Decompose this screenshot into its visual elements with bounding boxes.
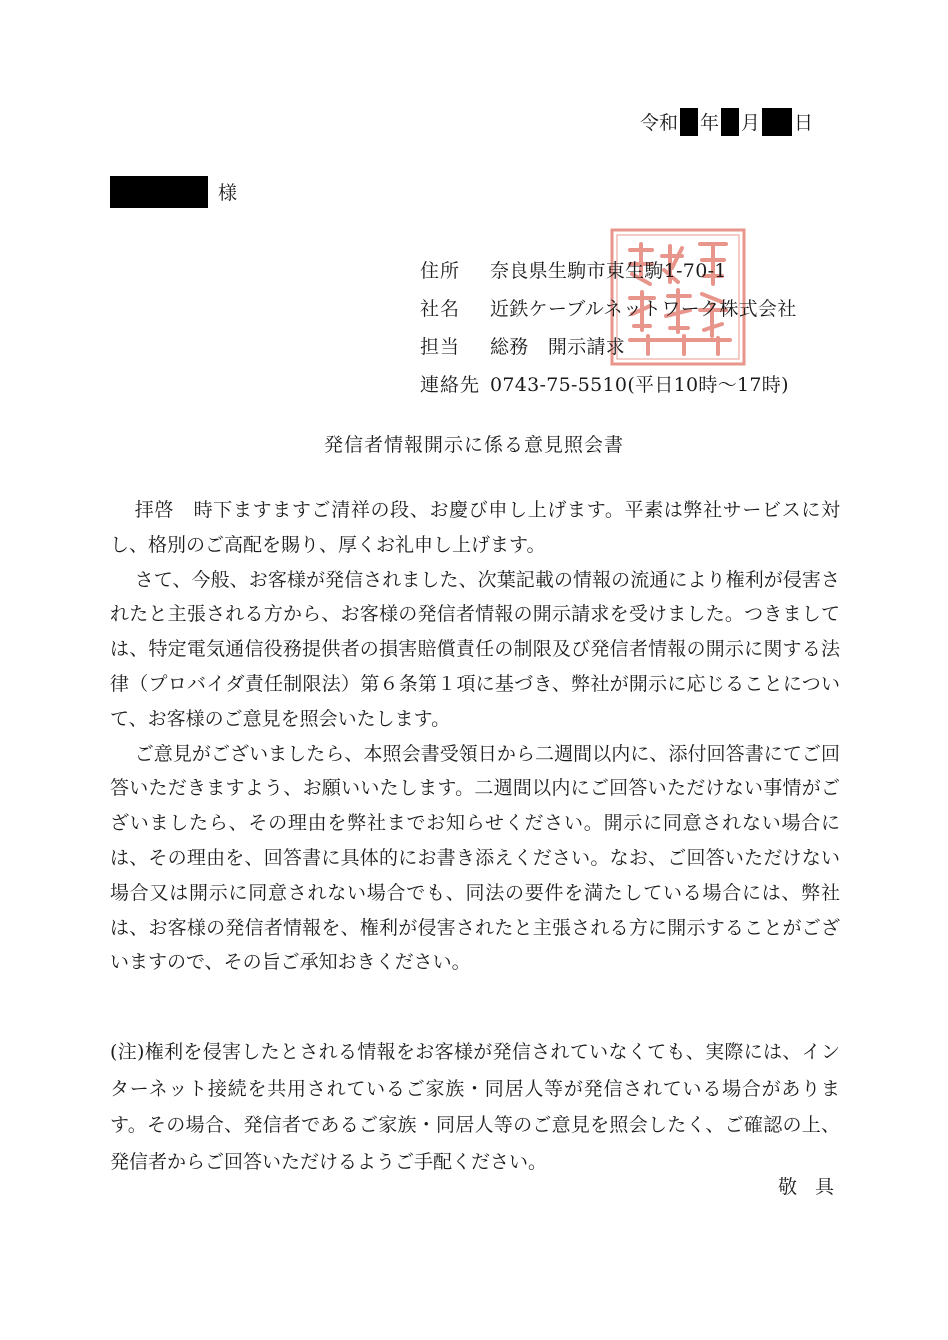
address-label: 住所 xyxy=(420,259,461,282)
closing-salutation: 敬具 xyxy=(778,1176,853,1198)
redacted-year xyxy=(680,108,698,136)
redacted-recipient-name xyxy=(110,176,208,208)
contact-person-value: 総務 開示請求 xyxy=(490,335,626,358)
sender-address-row xyxy=(420,250,797,288)
sender-phone-row xyxy=(420,364,797,402)
date-year-unit: 年 xyxy=(700,112,720,134)
addressee-honorific: 様 xyxy=(218,182,238,204)
date-month-unit: 月 xyxy=(741,112,761,134)
document-title: 発信者情報開示に係る意見照会書 xyxy=(323,434,624,456)
company-label: 社名 xyxy=(420,297,461,320)
response-paragraph: ご意見がございましたら、本照会書受領日から二週間以内に、添付回答書にてご回答いただきますよう、お願いいたします。二週間以内にご回答いただけない事情がございましたら、その理由を弊社までお知らせください。開示に同意されない場合には、その理由を、回答書に具体的にお書き添えください。なお、ご回答いただけない場合又は開示に同意されない場合でも、同法の要件を満たしている場合には、弊社は、お客様の発信者情報を、権利が侵害されたと主張される方に開示することがございますので、その旨ご承知おきください。 xyxy=(110,742,840,974)
note-section xyxy=(110,1034,840,1180)
phone-label: 連絡先 xyxy=(420,373,481,396)
company-value: 近鉄ケーブルネットワーク株式会社 xyxy=(490,297,797,320)
note-paragraph: (注)権利を侵害したとされる情報をお客様が発信されていなくても、実際には、インターネット接続を共用されているご家族・同居人等が発信されている場合があります。その場合、発信者であるご家族・同居人等のご意見を照会したく、ご確認の上、発信者からご回答いただけるようご手配ください。 xyxy=(110,1041,840,1173)
document-date xyxy=(640,108,813,136)
request-paragraph: さて、今般、お客様が発信されました、次葉記載の情報の流通により権利が侵害されたと主張される方から、お客様の発信者情報の開示請求を受けました。つきましては、特定電気通信役務提供者の損害賠償責任の制限及び発信者情報の開示に関する法律（プロバイダ責任制限法）第６条第１項に基づき、弊社が開示に応じることについて、お客様のご意見を照会いたします。 xyxy=(110,568,840,730)
contact-person-label: 担当 xyxy=(420,335,461,358)
addressee xyxy=(110,176,237,208)
letter-body xyxy=(110,493,840,980)
date-day-unit: 日 xyxy=(794,112,814,134)
greeting-paragraph: 拝啓 時下ますますご清祥の段、お慶び申し上げます。平素は弊社サービスに対し、格別のご高配を賜り、厚くお礼申し上げます。 xyxy=(110,499,840,556)
sender-info xyxy=(420,250,797,402)
phone-value: 0743-75-5510(平日10時～17時) xyxy=(490,373,789,396)
sender-contact-row xyxy=(420,326,797,364)
sender-company-row xyxy=(420,288,797,326)
date-era: 令和 xyxy=(640,112,679,134)
redacted-day xyxy=(762,108,792,136)
redacted-month xyxy=(721,108,739,136)
address-value: 奈良県生駒市東生駒1-70-1 xyxy=(490,259,727,282)
